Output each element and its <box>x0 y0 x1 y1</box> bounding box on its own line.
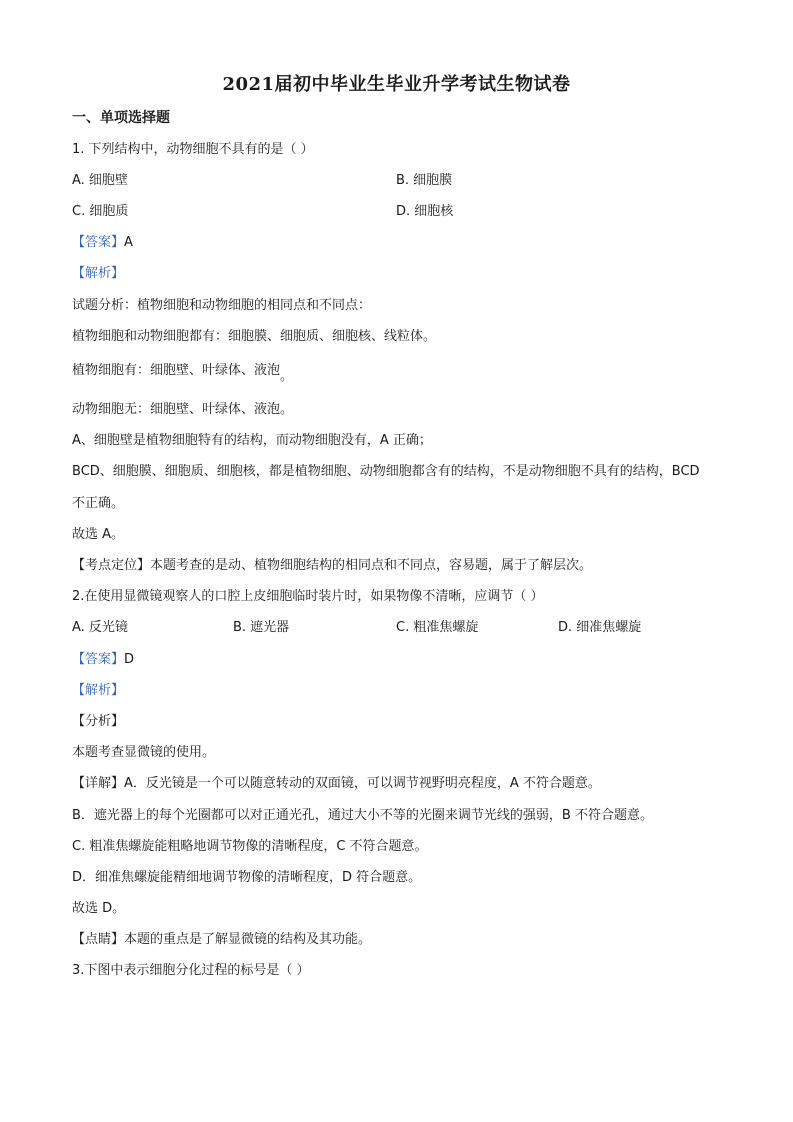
q1-option-a: A. 细胞壁 <box>72 173 128 188</box>
answer-tag: 【答案】 <box>72 235 125 250</box>
answer-tag: 【答案】 <box>72 652 125 667</box>
q2-option-c: C. 粗准焦螺旋 <box>396 620 479 635</box>
q2-stem: 2.在使用显微镜观察人的口腔上皮细胞临时装片时，如果物像不清晰，应调节（ ） <box>72 589 544 604</box>
q2-analysis-tag: 【解析】 <box>72 683 125 698</box>
q1-analysis-line: 植物细胞和动物细胞都有：细胞膜、细胞质、细胞核、线粒体。 <box>72 329 437 344</box>
q1-stem: 1. 下列结构中，动物细胞不具有的是（ ） <box>72 142 314 157</box>
q2-option-a: A. 反光镜 <box>72 620 128 635</box>
q2-analysis-line: C. 粗准焦螺旋能粗略地调节物像的清晰程度，C 不符合题意。 <box>72 839 428 854</box>
q1-analysis-line: BCD、细胞膜、细胞质、细胞核，都是植物细胞、动物细胞都含有的结构，不是动物细胞不具有的结构，BCD <box>72 464 700 479</box>
q1-analysis-line: A、细胞壁是植物细胞特有的结构，而动物细胞没有，A 正确； <box>72 433 432 448</box>
q2-answer <box>72 651 134 669</box>
q1-analysis-line: 【考点定位】本题考查的是动、植物细胞结构的相同点和不同点，容易题，属于了解层次。 <box>72 558 593 573</box>
q2-analysis-line: D．细准焦螺旋能精细地调节物像的清晰程度，D 符合题意。 <box>72 870 422 885</box>
q2-analysis-line: 【点睛】本题的重点是了解显微镜的结构及其功能。 <box>72 932 372 947</box>
q2-analysis-line: 本题考查显微镜的使用。 <box>72 745 216 760</box>
q1-analysis-line: 动物细胞无：细胞壁、叶绿体、液泡。 <box>72 402 294 417</box>
q1-analysis-line: 植物细胞有：细胞壁、叶绿体、液泡。 <box>72 363 294 384</box>
answer-value: D <box>124 652 135 667</box>
q2-analysis-line: B．遮光器上的每个光圈都可以对正通光孔，通过大小不等的光圈来调节光线的强弱，B 不符合题意。 <box>72 808 653 823</box>
q2-analysis-line: 【分析】 <box>72 714 125 729</box>
q1-option-c: C. 细胞质 <box>72 204 129 219</box>
q2-option-d: D. 细准焦螺旋 <box>558 620 642 635</box>
q1-analysis-tag: 【解析】 <box>72 266 125 281</box>
q2-option-b: B. 遮光器 <box>233 620 290 635</box>
q3-stem: 3.下图中表示细胞分化过程的标号是（ ） <box>72 963 310 978</box>
q1-answer <box>72 234 133 252</box>
section-heading: 一、单项选择题 <box>72 110 170 126</box>
page-title: 2021届初中毕业生毕业升学考试生物试卷 <box>222 74 571 95</box>
q1-option-b: B. 细胞膜 <box>396 173 453 188</box>
q2-analysis-line: 故选 D。 <box>72 901 126 916</box>
q2-analysis-line: 【详解】A．反光镜是一个可以随意转动的双面镜，可以调节视野明亮程度，A 不符合题意。 <box>72 776 601 791</box>
q1-option-d: D. 细胞核 <box>396 204 454 219</box>
answer-value: A <box>124 235 133 250</box>
q1-analysis-line: 故选 A。 <box>72 527 125 542</box>
q1-analysis-line: 不正确。 <box>72 496 125 511</box>
q1-analysis-line: 试题分析：植物细胞和动物细胞的相同点和不同点： <box>72 298 372 313</box>
